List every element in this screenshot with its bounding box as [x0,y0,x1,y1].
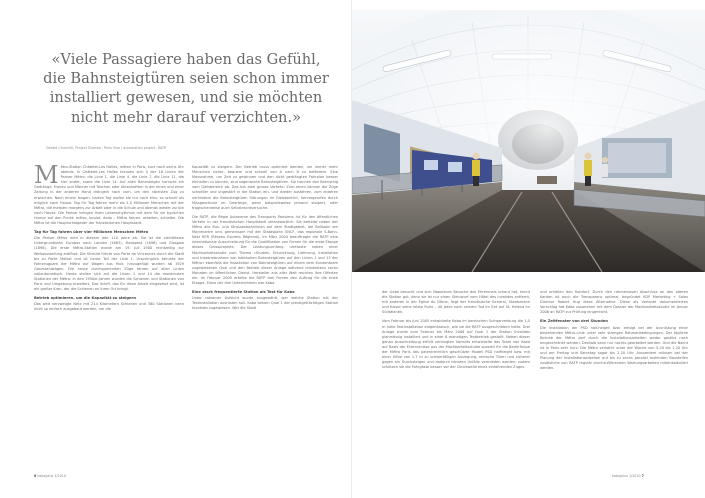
subheading: Ein Zeitfenster von drei Stunden [540,319,608,324]
body-paragraph: Die Pariser Métro wird in diesem Jahr 110 Jahre alt. Sie ist die viertälteste Untergrundbahn Europas nach London (1863), Budapest (1896) und Glasgow (1896). Die erste Métro-Station wurde am 19. Juli 1900 rechtzeitig zur Weltausstellung eröffnet. Die Strecke führte von Porte de Vincennes durch die Stadt bis zu Porte Maillot und ist heute Teil der Linie 1. Ursprünglich beruhte der Fahrzeugpark der Métro auf Wagen aus Holz, hinzugefügt wurden ab 1929 Ganzstahlwagen. Die heute durchquerenden Züge fahren auf allen Linien vollautomatisch. Heute stellen sich auf die Linien 1 und 14 die modernsten Stationen der Métro: In den 1950er-Jahren wurden die Schienen und Stationen von Paris und Umgebung erweitert. Das Schiff, das für diese Arbeit eingesetzt wird, ist ein großer Kran, der die Schienen an ihren Ort bringt. [34,236,184,292]
quote-credit: Gérald Churchill, Project Director, Paris Vise / automation project, RATP [46,146,167,150]
text-column-1 [34,161,184,465]
page-number: 7 [641,474,644,478]
magazine-name: kaba|plus 1/2010 [612,474,641,478]
body-paragraph: Kapazität zu steigern. Der Betrieb muss optimiert werden, um immer mehr Menschen sicher, bequem und schnell von A nach B zu befördern. Eine Massnahme, um Zeit zu gewinnen und den dicht gedrängten Fahrplan besser einhalten zu können, sind sogenannte Bahnsteigtüren. Sie trennen den Bahnsteig vom Gleisbereich ab. Das hat zwei grosse Vorteile: Zum einen können die Züge schneller und ungestört in die Station ein- und wieder ausfahren, zum anderen verhindern die Bahnsteigtüren Störungen im Gleisbereich, hervorgerufen durch Missgeschicke im Gedränge, wenn beispielsweise jemand stolpert, oder tragischerweise auch Selbstmordversuche. [192,165,338,210]
metro-station-photo [352,10,705,272]
left-page [0,0,352,498]
body-paragraph: Das weit verzweigte Netz mit 214 Kilometern Schienen und 380 Stationen kann nicht so einfach ausgebaut werden, um die [34,302,184,312]
subheading: Tag für Tag fahren über vier Millionen Menschen Métro [34,230,149,235]
drop-cap: M [34,161,59,189]
left-footer [34,474,66,478]
metro-station-illustration [352,10,705,272]
right-footer [612,474,644,478]
intro-text: étro-Station Châtelet-Les Halles, mitten in Paris, kurz nach sechs Uhr abends. In Châtelet-Les Halles kreuzen sich 5 der 16 Linien der Pariser Métro: die Linie 1, die Linie 4, die Linie 7, die Linie 11, die hier endet, sowie die Linie 14. Auf allen Bahnsteigen herrscht ein Gedränge. Frauen und Männer mit Taschen oder Aktenkoffern in der einen und einer Zeitung in der anderen Hand drängeln nach vorn, um den nächsten Zug zu erwischen. Nach einem langen, harten Tag wollen sie nur noch eins: so schnell als möglich nach Hause. Tag für Tag fahren mehr als 4,5 Millionen Menschen mit der Métro, die meisten morgens zur Arbeit oder in die Schule und abends wieder zurück nach Hause. Die Pariser bringen ihren Lebensrhythmus mit dem für sie typischen Humor auf den Punkt: métro, boulot, dodo – Métro fahren, arbeiten, schlafen. Die Métro ist die Hauptschlagader der französischen Hauptstadt. [34,165,184,226]
body-paragraph: Die RATP, die Régie Autonome des Transports Parisiens, ist für den öffentlichen Verkehr in der französischen Hauptstadt verantwortlich. Sie betreibt neben der Métro alle Bus- und Strassenbahnlinien auf dem Stadtgebiet, die Seilbahn am Montmartre und, gemeinsam mit der Staatsbahn SNCF, das regionale S-Bahn-Netz RER (Réseau Express Régional). Im März 2004 beauftragte die RATP eine internationale Ausschreibung für die Qualifikation von Firmen für die erste Etappe dieses Grossprojekts. Der Leistungsumfang umfasste neben einer Machbarkeitsstudie zum Thema «Studien, Entwicklung, Lieferung, Installation und Inbetriebnahme von halbhohen Bahnsteigtüren auf den Linien 1 und 13 der Métro» ebenfalls die Installation von Bahnsteigtüren auf einem dem Kundenteam zugewiesenen Quai und den Betrieb dieser Anlage während mindestens sechs Monaten im öffentlichen Dienst. Hersteller aus aller Welt reichten ihre Offerten ein. Im Februar 2005 erteilte die RATP drei Firmen den Auftrag für die erste Etappe. Eines der drei Unternehmen war Kaba. [192,214,338,286]
subheading: Eine stark frequentierte Station als Test für Kaba [192,290,295,295]
pull-quote: «Viele Passagiere haben das Gefühl, die Bahnsteigtüren seien schon immer installiert gewesen, und sie möchten nicht mehr darauf verzichten.» [43,51,329,126]
magazine-name: kaba|plus 1/2010 [37,474,66,478]
body-paragraph: Unter ratsamer Aufsicht wurde ausgewählt, wer welche Station mit der Testinstallation ausrüsten soll. Kaba bekam Quai 1 der prestigeträchtigen Station Invalides zugewiesen. Wer die Stadt [192,296,338,311]
body-paragraph: Vom Februar bis Juni 2005 entwickelte Kaba im bernischen Schwarzenburg die 1,5 m hohe Testinstallation eidgenössisch, wie sie die RATP ausgeschrieben hatte. Drei Anlage wurde vom Februar bis März 2006 auf Quai 1 der Station Invalides planmässig installiert und in einer 6-monatigen Testbetrieb gestellt. Neben dieser genau Ausschreibung erfüllt verlangten Variants entwickelte das Team von Kaba auf Basis der Erkenntnisse aus der Machbarkeitsstudie speziell für die Bedürfnisse der Métro Paris das patentrechtlich geschützte Modell PSD halfheight bzw. mit einer Höhe von 1,7 m zu schwerfälligen Auslegung, einfache Türen und sicherer gegen ein Durchsteigen und dadurch könnten Unfälle vermieden werden; zudem schützen sie die Fahrgäste besser vor der Druckwelle eines einfahrenden Zuges. [382,319,530,370]
subheading: Betrieb optimieren, um die Kapazität zu steigern [34,296,137,301]
intro-paragraph [34,161,184,226]
text-column-3 [382,290,530,460]
text-column-2 [192,165,338,465]
text-column-4 [540,290,688,460]
body-paragraph: und erhöhen den Komfort. Durch den rahmenlosen Abschluss an den oberen Kanten ist auch die Transparenz optimal, begründet KDP Marketing + Sales Director Robert Hug diese Alternative. Diese als Variante dokumentierten Vorschlag hat Kaba zusammen mit dem Dossier der Machbarkeitsstudie im Januar 2006 an RATP zur Prüfung eingereicht. [540,290,688,315]
body-paragraph: der Liebe besucht und sich Napoleons Besuche des Ehrenmals schaut hat, kennt die Station gut, denn sie ist nur einen Steinwurf vom Hôtel des Invalides entfernt, mit anderen in der Église du Dôme, liegt der französische General, Staatsmann und Kaiser seine letzte Ruhe – 40 Jahre nach seinem Tod im Exil auf St. Helena im Südatlantik. [382,290,530,315]
page-number: 6 [34,474,37,478]
body-paragraph: Die Installation der PSD half-height bzw. erfolgt bei der Ausrüstung einer bestehenden Métro-Linie unter sehr strengen Rahmenbedingungen. Der tägliche Betrieb der Métro darf durch die Installationsarbeiten weder gestört noch eingeschränkt werden. Deshalb kann nur nachts gearbeitet werden. Und die Nacht ist in Paris sehr kurz: Die Métro verkehrt unter der Woche von 5.20 bis 1.20 Uhr und am Freitag und Samstag sogar bis 2.20 Uhr. Ausserdem müssen bei der Planung der Installationsarbeiten auf bis zu sechs parallel laufenden Baustellen zusätzliche von RATP regulär durchzuführenden Wartungsarbeiten miteinkalkuliert werden. [540,325,688,371]
